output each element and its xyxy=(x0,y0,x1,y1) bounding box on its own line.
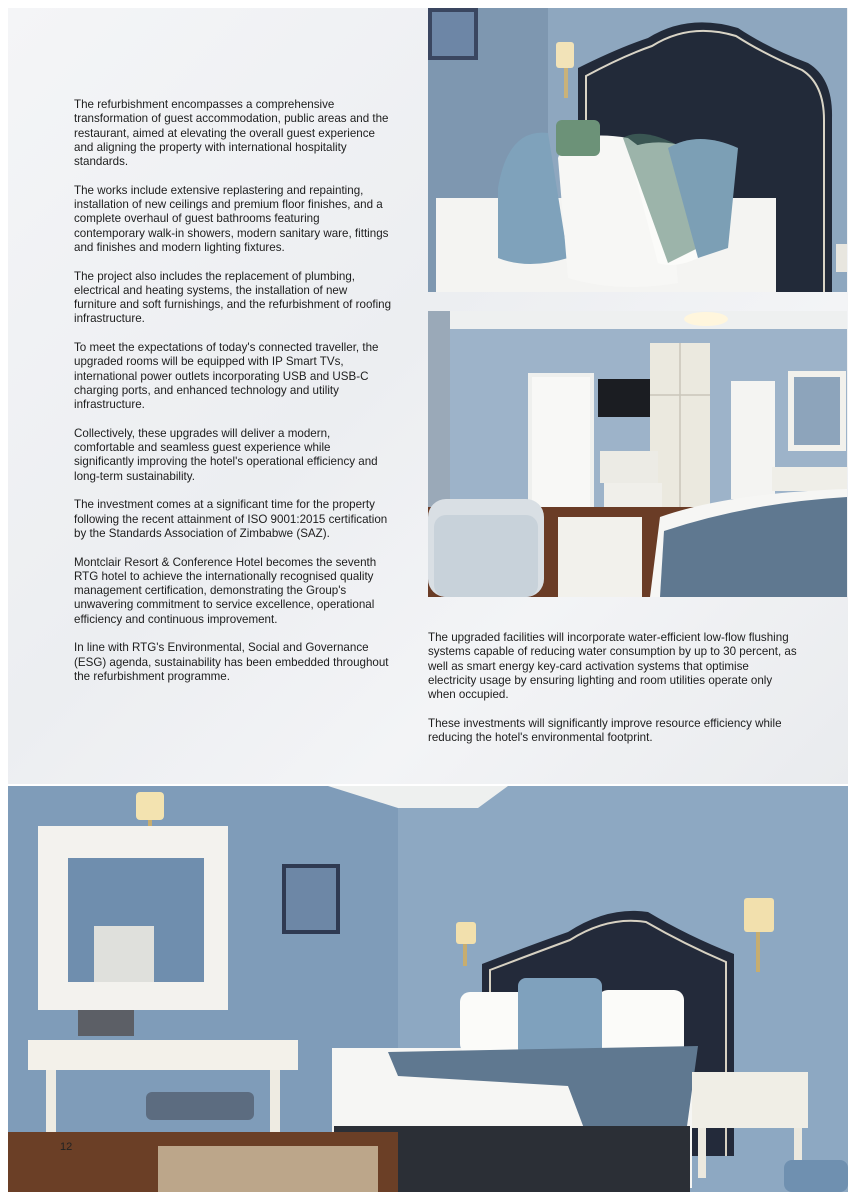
paragraph: The refurbishment encompasses a comprehensive transformation of guest accommodation, public areas and the restaurant, aimed at elevating the overall guest experience and aligning the property with international hospitality standards. xyxy=(74,98,389,169)
photo-bed-pillows xyxy=(428,8,847,292)
paragraph: To meet the expectations of today's connected traveller, the upgraded rooms will be equipped with IP Smart TVs, international power outlets incorporating USB and USB-C charging ports, and enhanced technology and utility infrastructure. xyxy=(74,341,379,412)
paragraph: The project also includes the replacement of plumbing, electrical and heating systems, the installation of new furniture and soft furnishings, and the refurbishment of roofing infrastructure. xyxy=(74,269,392,326)
photo-bedroom-wide xyxy=(8,786,848,1192)
article-left-column xyxy=(74,98,392,698)
paragraph: The upgraded facilities will incorporate water-efficient low-flow flushing systems capable of reducing water consumption by up to 30 percent, as well as smart energy key-card activation systems that optimise electricity usage by ensuring lighting and room utilities operate only when occupied. xyxy=(428,631,797,702)
paragraph: The works include extensive replastering and repainting, installation of new ceilings and premium floor finishes, and a complete overhaul of guest bathrooms featuring contemporary walk-in showers, modern sanitary ware, fittings and finishes and modern lighting fixtures. xyxy=(74,183,389,254)
paragraph: Collectively, these upgrades will deliver a modern, comfortable and seamless guest experience while significantly improving the hotel's operational efficiency and long-term sustainability. xyxy=(74,426,378,483)
paragraph: Montclair Resort & Conference Hotel becomes the seventh RTG hotel to achieve the internationally recognised quality management certification, demonstrating the Group's unwavering commitment to service excellence, operational efficiency and continuous improvement. xyxy=(74,555,377,626)
photo-room-overview xyxy=(428,311,847,597)
paragraph: The investment comes at a significant time for the property following the recent attainment of ISO 9001:2015 certification by the Standards Association of Zimbabwe (SAZ). xyxy=(74,498,388,540)
paragraph: In line with RTG's Environmental, Social and Governance (ESG) agenda, sustainability has been embedded throughout the refurbishment programme. xyxy=(74,641,389,683)
article-right-column xyxy=(428,631,798,760)
paragraph: These investments will significantly improve resource efficiency while reducing the hotel's environmental footprint. xyxy=(428,716,782,745)
page-number: 12 xyxy=(60,1141,73,1153)
